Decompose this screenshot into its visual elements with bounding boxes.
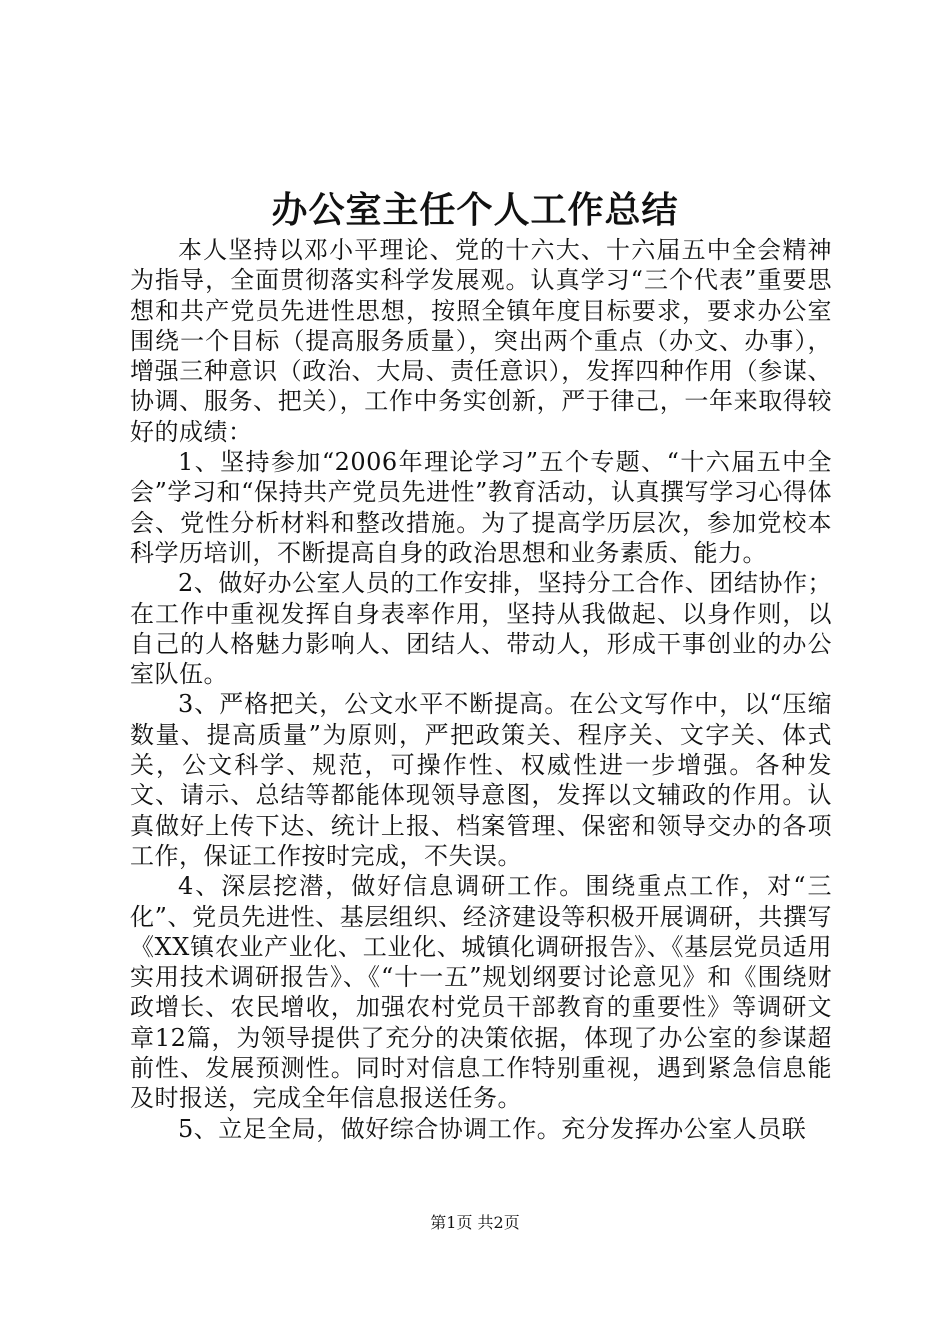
paragraph-item-5: 5、立足全局，做好综合协调工作。充分发挥办公室人员联	[178, 1114, 807, 1143]
paragraph-item-2: 2、做好办公室人员的工作安排，坚持分工合作、团结协作；在工作中重视发挥自身表率作用，坚持从我做起、以身作则，以自己的人格魅力影响人、团结人、带动人，形成干事创业的办公室队伍。	[130, 569, 832, 689]
document-body	[130, 235, 832, 1144]
page-number-footer: 第1页 共2页	[430, 1213, 520, 1232]
paragraph-item-1: 1、坚持参加“2006年理论学习”五个专题、“十六届五中全会”学习和“保持共产党员先进性”教育活动，认真撰写学习心得体会、党性分析材料和整改措施。为了提高学历层次，参加党校本科学历培训，不断提高自身的政治思想和业务素质、能力。	[130, 448, 832, 567]
paragraph-intro: 本人坚持以邓小平理论、党的十六大、十六届五中全会精神为指导，全面贯彻落实科学发展观。认真学习“三个代表”重要思想和共产党员先进性思想，按照全镇年度目标要求，要求办公室围绕一个目标（提高服务质量），突出两个重点（办文、办事），增强三种意识（政治、大局、责任意识），发挥四种作用（参谋、协调、服务、把关），工作中务实创新，严于律己，一年来取得较好的成绩：	[130, 236, 832, 446]
document-title: 办公室主任个人工作总结	[271, 189, 679, 231]
paragraph-item-3: 3、严格把关，公文水平不断提高。在公文写作中，以“压缩数量、提高质量”为原则，严把政策关、程序关、文字关、体式关，公文科学、规范，可操作性、权威性进一步增强。各种发文、请示、总结等都能体现领导意图，发挥以文辅政的作用。认真做好上传下达、统计上报、档案管理、保密和领导交办的各项工作，保证工作按时完成，不失误。	[130, 690, 832, 870]
paragraph-item-4: 4、深层挖潜，做好信息调研工作。围绕重点工作，对“三化”、党员先进性、基层组织、经济建设等积极开展调研，共撰写《XX镇农业产业化、工业化、城镇化调研报告》、《基层党员适用实用技术调研报告》、《“十一五”规划纲要讨论意见》和《围绕财政增长、农民增收，加强农村党员干部教育的重要性》等调研文章12篇，为领导提供了充分的决策依据，体现了办公室的参谋超前性、发展预测性。同时对信息工作特别重视，遇到紧急信息能及时报送，完成全年信息报送任务。	[130, 872, 832, 1113]
